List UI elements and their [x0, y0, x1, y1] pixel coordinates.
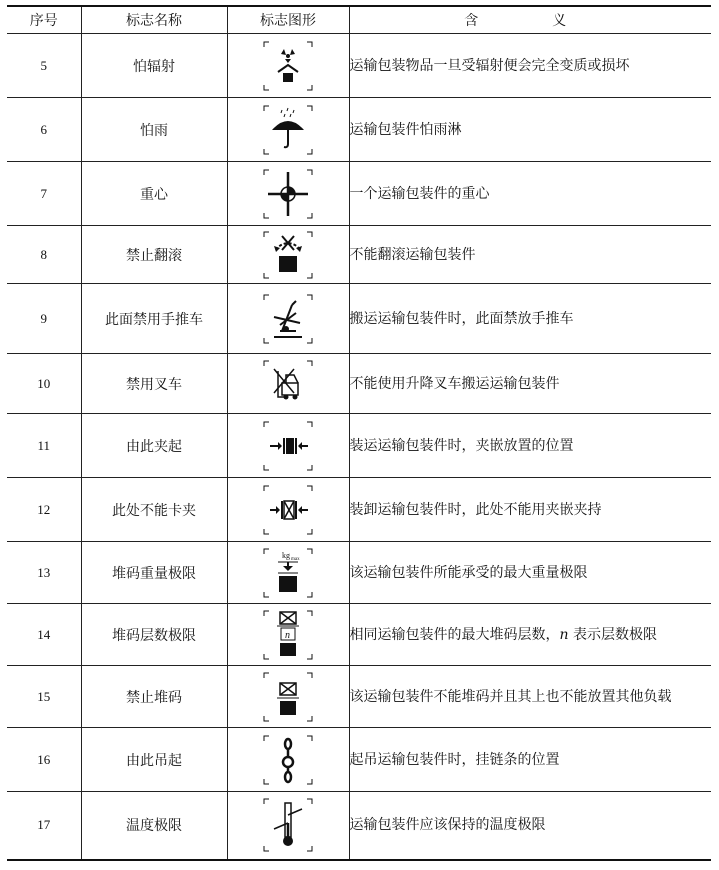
row-number: 12 — [7, 478, 81, 542]
umbrella-rain-icon — [260, 102, 316, 158]
header-name: 标志名称 — [81, 6, 227, 34]
table-row — [7, 728, 711, 792]
mark-name: 由此夹起 — [81, 414, 227, 478]
table-row — [7, 666, 711, 728]
row-number: 15 — [7, 666, 81, 728]
table-row — [7, 98, 711, 162]
mark-name: 堆码层数极限 — [81, 604, 227, 666]
mark-meaning: 运输包装件怕雨淋 — [349, 98, 711, 162]
row-number: 6 — [7, 98, 81, 162]
table-row — [7, 542, 711, 604]
meaning-variable: n — [559, 626, 569, 643]
mark-meaning: 搬运运输包装件时，此面禁放手推车 — [349, 284, 711, 354]
header-symbol: 标志图形 — [227, 6, 349, 34]
mark-name: 重心 — [81, 162, 227, 226]
mark-meaning: 不能翻滚运输包装件 — [349, 226, 711, 284]
mark-meaning: 该运输包装件不能堆码并且其上也不能放置其他负载 — [349, 666, 711, 728]
table-row — [7, 162, 711, 226]
packaging-marks-table — [7, 5, 711, 861]
mark-name: 堆码重量极限 — [81, 542, 227, 604]
mark-name: 怕辐射 — [81, 34, 227, 98]
table-row — [7, 226, 711, 284]
row-number: 9 — [7, 284, 81, 354]
no-clamp-icon — [260, 482, 316, 538]
table-row — [7, 604, 711, 666]
temperature-limit-icon — [260, 795, 316, 855]
table-row — [7, 354, 711, 414]
header-meaning: 含 义 — [349, 6, 711, 34]
sling-here-icon — [260, 732, 316, 788]
mark-name: 此处不能卡夹 — [81, 478, 227, 542]
header-number: 序号 — [7, 6, 81, 34]
row-number: 11 — [7, 414, 81, 478]
mark-meaning: 一个运输包装件的重心 — [349, 162, 711, 226]
no-rolling-icon — [260, 228, 316, 282]
stack-layer-limit-icon — [260, 607, 316, 663]
mark-meaning: 运输包装件应该保持的温度极限 — [349, 792, 711, 860]
row-number: 5 — [7, 34, 81, 98]
row-number: 10 — [7, 354, 81, 414]
table-row — [7, 792, 711, 860]
row-number: 17 — [7, 792, 81, 860]
layer-count-label: n — [285, 629, 290, 641]
mark-name: 温度极限 — [81, 792, 227, 860]
mark-name: 怕雨 — [81, 98, 227, 162]
mark-meaning: 装运运输包装件时，夹嵌放置的位置 — [349, 414, 711, 478]
weight-unit-label: kg — [282, 550, 290, 560]
mark-meaning — [349, 604, 711, 666]
no-stacking-icon — [260, 669, 316, 725]
table-row — [7, 478, 711, 542]
row-number: 13 — [7, 542, 81, 604]
mark-name: 禁止堆码 — [81, 666, 227, 728]
no-forklift-icon — [260, 357, 316, 411]
table-row — [7, 284, 711, 354]
mark-name: 由此吊起 — [81, 728, 227, 792]
mark-meaning: 不能使用升降叉车搬运运输包装件 — [349, 354, 711, 414]
no-hand-truck-icon — [260, 291, 316, 347]
row-number: 14 — [7, 604, 81, 666]
center-of-gravity-icon — [260, 166, 316, 222]
mark-meaning: 运输包装物品一旦受辐射便会完全变质或损坏 — [349, 34, 711, 98]
mark-meaning: 该运输包装件所能承受的最大重量极限 — [349, 542, 711, 604]
weight-unit-subscript: max — [291, 556, 300, 562]
radiation-icon — [260, 38, 316, 94]
row-number: 16 — [7, 728, 81, 792]
meaning-text: 表示层数极限 — [568, 626, 657, 643]
mark-name: 禁止翻滚 — [81, 226, 227, 284]
table-row — [7, 34, 711, 98]
mark-meaning: 装卸运输包装件时，此处不能用夹嵌夹持 — [349, 478, 711, 542]
row-number: 7 — [7, 162, 81, 226]
mark-name: 禁用叉车 — [81, 354, 227, 414]
table-header-row — [7, 6, 711, 34]
stack-weight-limit-icon — [260, 545, 316, 601]
table-row — [7, 414, 711, 478]
row-number: 8 — [7, 226, 81, 284]
mark-meaning: 起吊运输包装件时，挂链条的位置 — [349, 728, 711, 792]
mark-name: 此面禁用手推车 — [81, 284, 227, 354]
clamp-here-icon — [260, 418, 316, 474]
meaning-text: 相同运输包装件的最大堆码层数， — [349, 626, 560, 643]
